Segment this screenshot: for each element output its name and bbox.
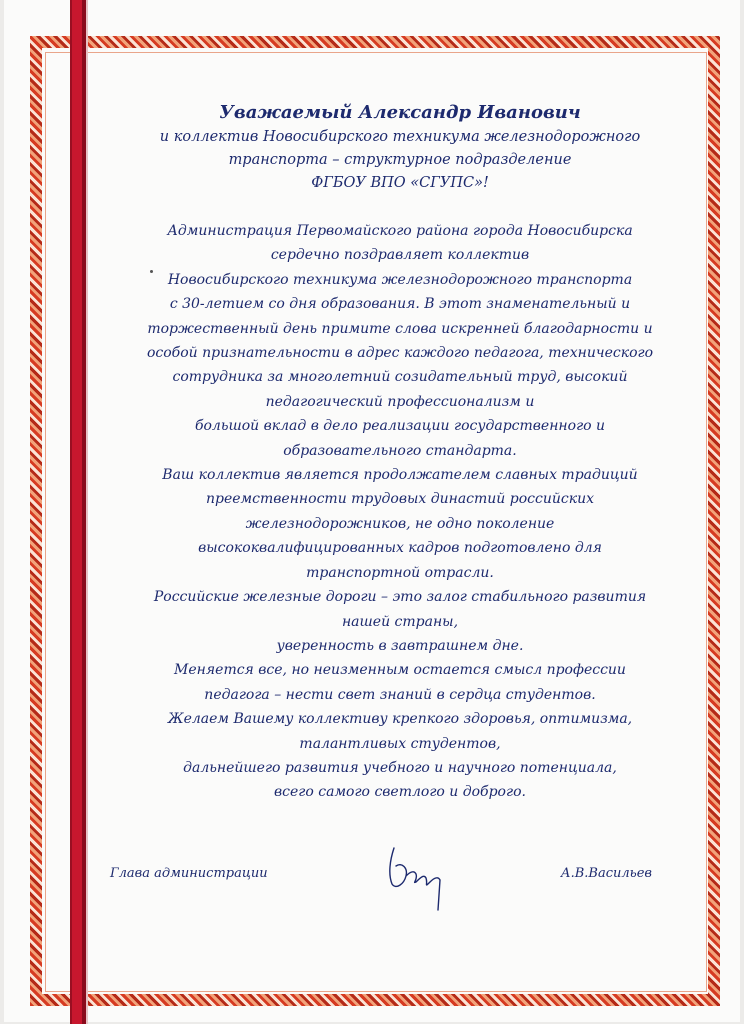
addressee <box>100 126 700 195</box>
signer-position: Глава администрации <box>110 866 268 881</box>
body-line: Российские железные дороги – это залог стабильного развития <box>153 589 647 606</box>
body-line: сотрудника за многолетний созидательный труд, высокий <box>172 369 628 386</box>
body-line: Новосибирского техникума железнодорожного транспорта <box>167 271 633 288</box>
body-line: Меняется все, но неизменным остается смысл профессии <box>174 662 626 679</box>
salutation: Уважаемый Александр Иванович <box>219 102 581 123</box>
body-line: образовательного стандарта. <box>283 442 517 459</box>
body-line: транспортной отрасли. <box>306 564 494 581</box>
body-line: уверенность в завтрашнем дне. <box>276 637 524 654</box>
body-line: торжественный день примите слова искренней благодарности и <box>147 320 653 337</box>
addressee-line: и коллектив Новосибирского техникума железнодорожного <box>159 129 641 145</box>
letter-body <box>100 219 700 805</box>
body-line: педагога – нести свет знаний в сердца студентов. <box>204 686 596 703</box>
body-line: Ваш коллектив является продолжателем славных традиций <box>162 467 638 484</box>
body-line: педагогический профессионализм и <box>265 393 535 410</box>
addressee-line: ФГБОУ ВПО «СГУПС»! <box>311 175 489 191</box>
body-line: высококвалифицированных кадров подготовлено для <box>198 540 602 557</box>
red-ribbon <box>70 0 86 1024</box>
body-line: нашей страны, <box>341 613 459 630</box>
body-line: дальнейшего развития учебного и научного потенциала, <box>183 759 617 776</box>
body-line: преемственности трудовых династий российских <box>206 491 594 508</box>
addressee-line: транспорта – структурное подразделение <box>228 152 572 168</box>
body-line: Желаем Вашему коллективу крепкого здоровья, оптимизма, <box>167 711 633 728</box>
body-line: Администрация Первомайского района города Новосибирска <box>167 223 633 239</box>
ribbon-edge <box>86 0 88 1024</box>
body-line: железнодорожников, не одно поколение <box>245 515 555 532</box>
letter-content <box>100 100 700 805</box>
body-line: талантливых студентов, <box>299 735 501 752</box>
body-line: всего самого светлого и доброго. <box>274 784 526 801</box>
signer-name: А.В.Васильев <box>560 866 652 881</box>
handwritten-signature <box>380 840 460 912</box>
body-line: сердечно поздравляет коллектив <box>270 247 530 264</box>
body-line: большой вклад в дело реализации государственного и <box>194 418 606 435</box>
signature-block <box>110 864 670 924</box>
body-line: с 30-летием со дня образования. В этот знаменательный и <box>169 296 631 313</box>
body-line: особой признательности в адрес каждого педагога, технического <box>146 345 654 362</box>
